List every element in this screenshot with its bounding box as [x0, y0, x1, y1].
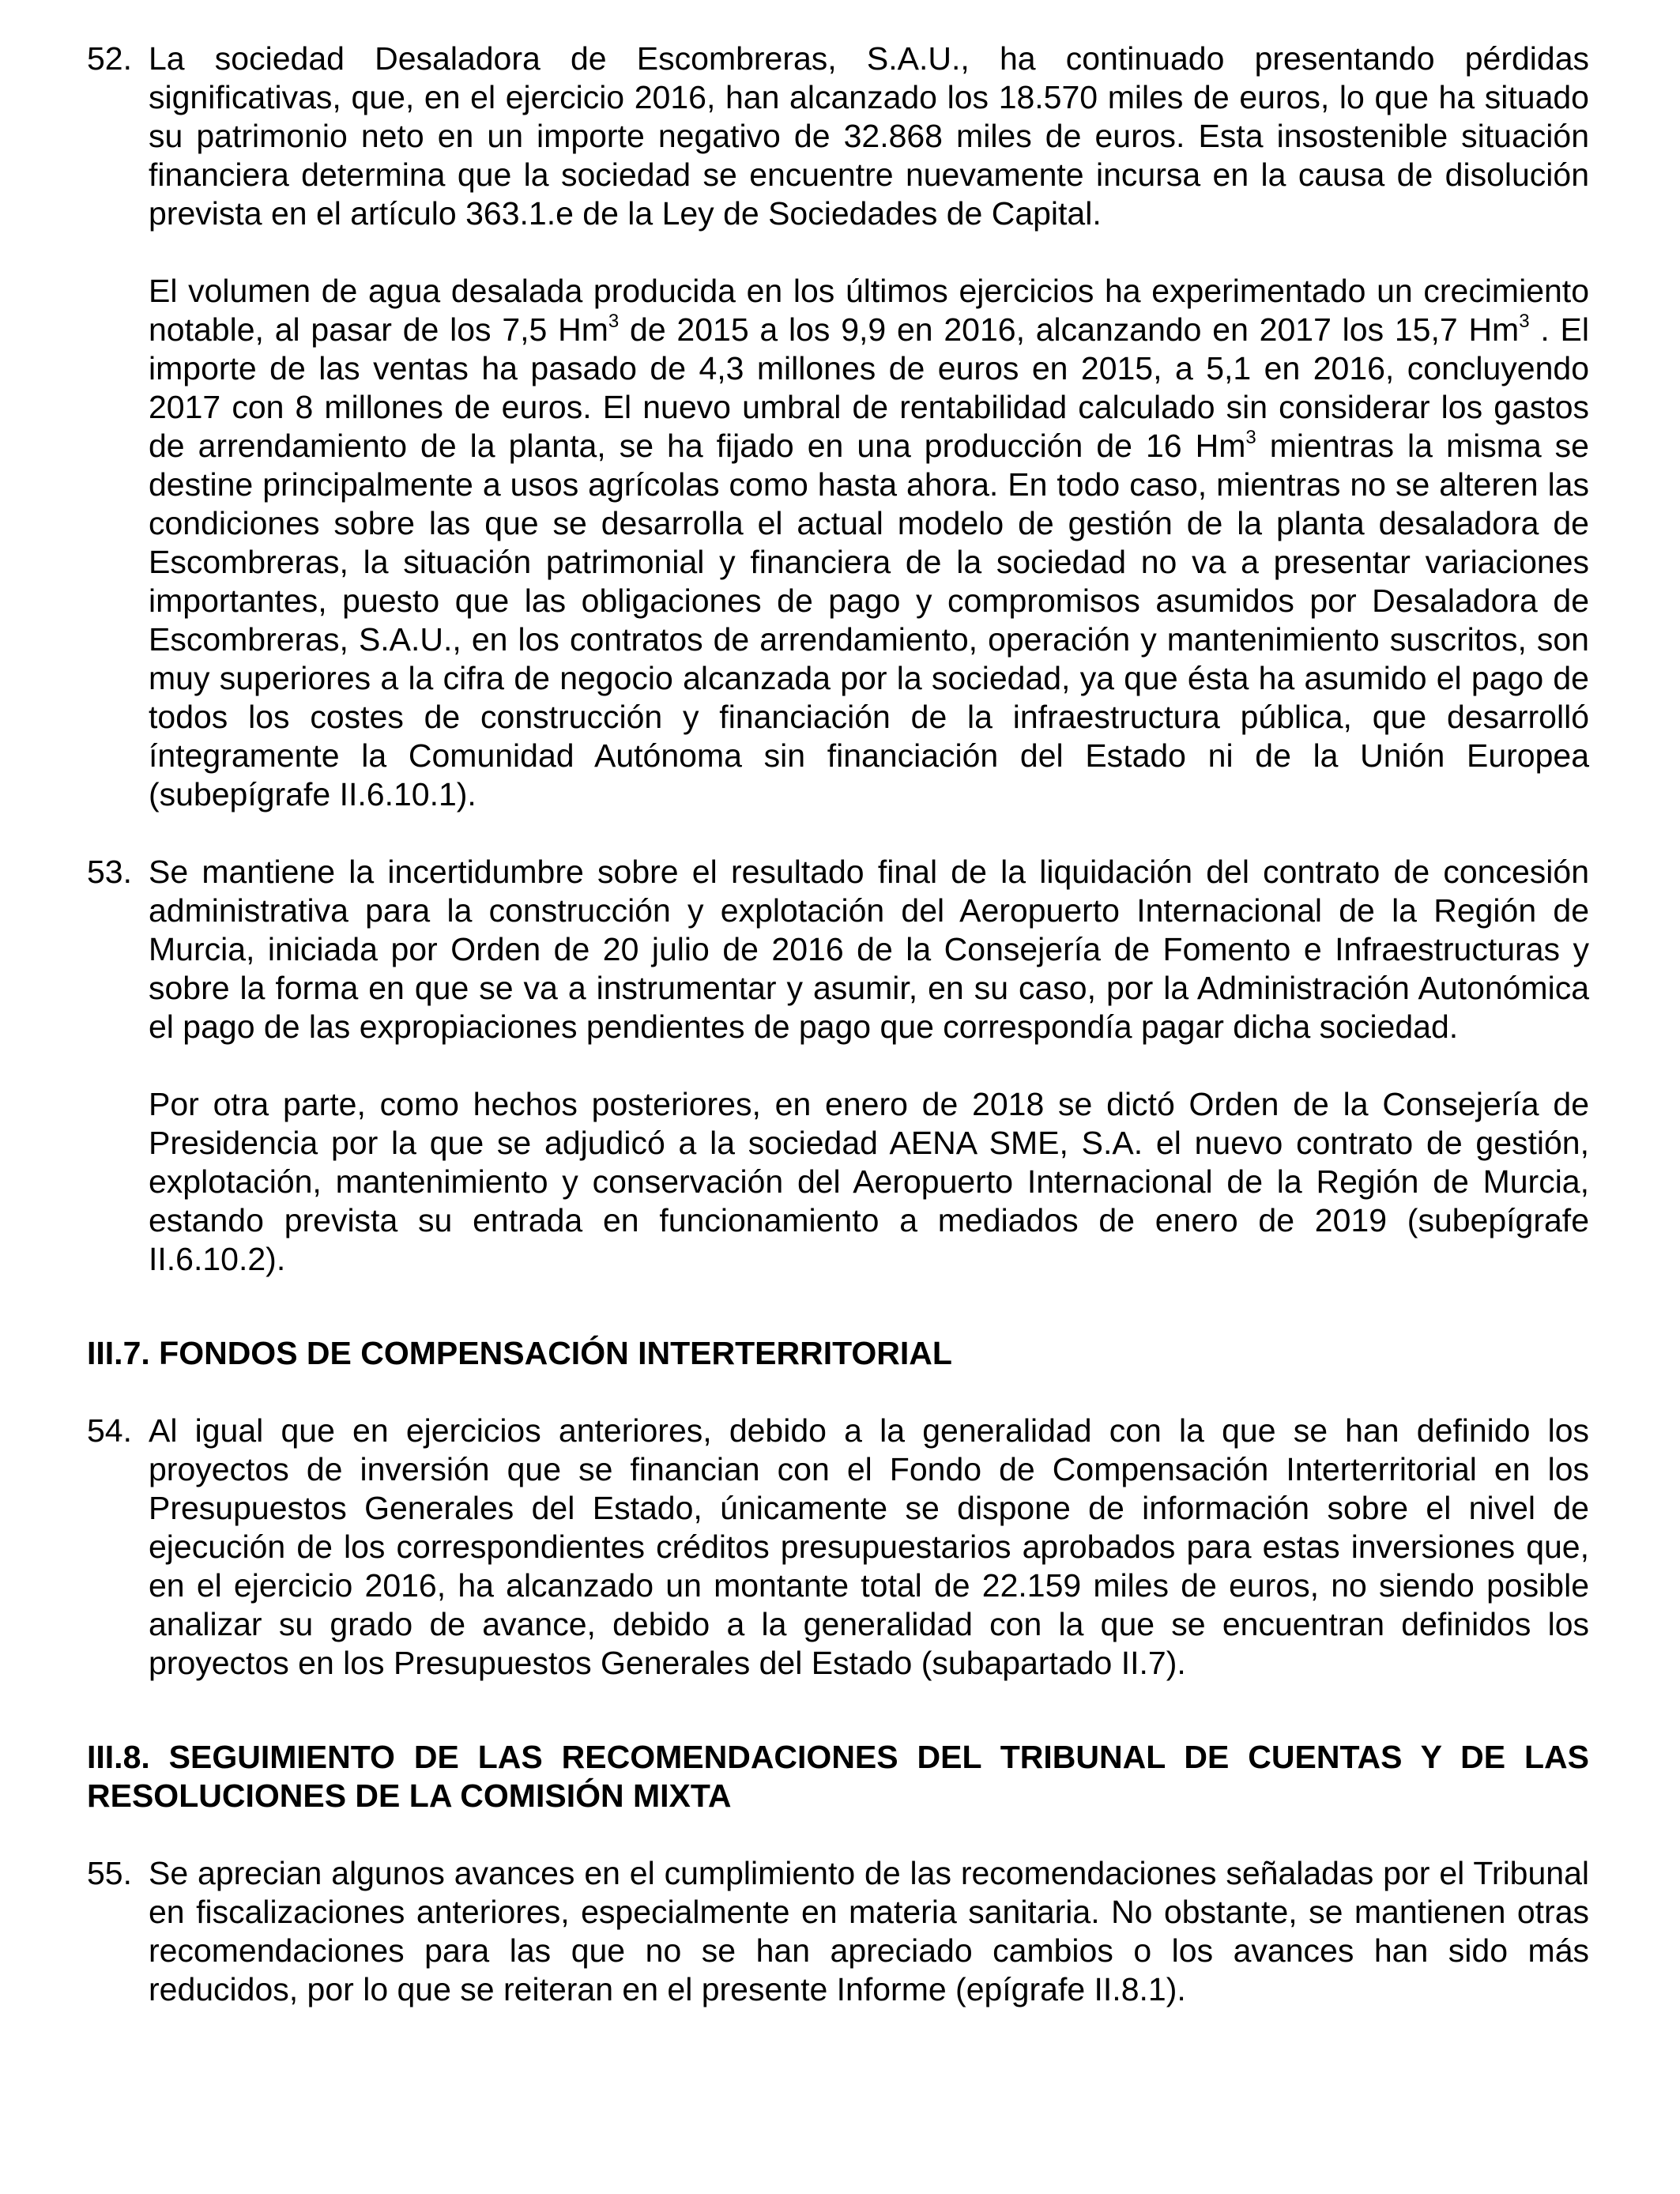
superscript: 3 [608, 311, 620, 332]
superscript: 3 [1519, 311, 1530, 332]
text-run: de 2015 a los 9,9 en 2016, alcanzando en 2017 los 15,7 Hm [619, 311, 1520, 348]
item-number: 54. [87, 1412, 132, 1449]
section-heading: III.8. SEGUIMIENTO DE LAS RECOMENDACIONES DEL TRIBUNAL DE CUENTAS Y DE LAS RESOLUCIONES DE LA COMISIÓN MIXTA [87, 1739, 1589, 1814]
paragraph [149, 272, 1589, 814]
text-run: . El importe de las ventas ha pasado de 4,3 millones de euros en 2015, a 5,1 en 2016, concluyendo 2017 con 8 millones de euros. El nuevo umbral de rentabilidad calculado sin considerar los gastos de arrendamiento de la planta, se ha fijado en una producción de 16 Hm [149, 311, 1589, 464]
item-number: 52. [87, 40, 132, 77]
document-page [87, 40, 1589, 2009]
paragraph: Al igual que en ejercicios anteriores, debido a la generalidad con la que se han definido los proyectos de inversión que se financian con el Fondo de Compensación Interterritorial en los Presupuestos Generales del Estado, únicamente se dispone de información sobre el nivel de ejecución de los correspondientes créditos presupuestarios aprobados para estas inversiones que, en el ejercicio 2016, ha alcanzado un montante total de 22.159 miles de euros, no siendo posible analizar su grado de avance, debido a la generalidad con la que se encuentran definidos los proyectos en los Presupuestos Generales del Estado (subapartado II.7). [149, 1412, 1589, 1681]
text-run: El volumen de agua desalada producida en los últimos ejercicios ha experimentado un crecimiento notable, al pasar de los 7,5 Hm [149, 273, 1589, 348]
numbered-item-55 [87, 1854, 1589, 2009]
item-number: 55. [87, 1855, 132, 1891]
superscript: 3 [1245, 427, 1256, 448]
item-number: 53. [87, 854, 132, 890]
paragraph: La sociedad Desaladora de Escombreras, S.A.U., ha continuado presentando pérdidas significativas, que, en el ejercicio 2016, han alcanzado los 18.570 miles de euros, lo que ha situado su patrimonio neto en un importe negativo de 32.868 miles de euros. Esta insostenible situación financiera determina que la sociedad se encuentre nuevamente incursa en la causa de disolución prevista en el artículo 363.1.e de la Ley de Sociedades de Capital. [149, 40, 1589, 232]
section-heading: III.7. FONDOS DE COMPENSACIÓN INTERTERRITORIAL [87, 1335, 952, 1371]
text-run: mientras la misma se destine principalmente a usos agrícolas como hasta ahora. En todo caso, mientras no se alteren las condiciones sobre las que se desarrolla el actual modelo de gestión de la planta desaladora de Escombreras, la situación patrimonial y financiera de la sociedad no va a presentar variaciones importantes, puesto que las obligaciones de pago y compromisos asumidos por Desaladora de Escombreras, S.A.U., en los contratos de arrendamiento, operación y mantenimiento suscritos, son muy superiores a la cifra de negocio alcanzada por la sociedad, ya que ésta ha asumido el pago de todos los costes de construcción y financiación de la infraestructura pública, que desarrolló íntegramente la Comunidad Autónoma sin financiación del Estado ni de la Unión Europea (subepígrafe II.6.10.1). [149, 428, 1589, 812]
paragraph: Se mantiene la incertidumbre sobre el resultado final de la liquidación del contrato de concesión administrativa para la construcción y explotación del Aeropuerto Internacional de la Región de Murcia, iniciada por Orden de 20 julio de 2016 de la Consejería de Fomento e Infraestructuras y sobre la forma en que se va a instrumentar y asumir, en su caso, por la Administración Autonómica el pago de las expropiaciones pendientes de pago que correspondía pagar dicha sociedad. [149, 854, 1589, 1045]
numbered-item-54 [87, 1412, 1589, 1683]
numbered-item-53 [87, 853, 1589, 1279]
paragraph: Por otra parte, como hechos posteriores, en enero de 2018 se dictó Orden de la Consejería de Presidencia por la que se adjudicó a la sociedad AENA SME, S.A. el nuevo contrato de gestión, explotación, mantenimiento y conservación del Aeropuerto Internacional de la Región de Murcia, estando prevista su entrada en funcionamiento a mediados de enero de 2019 (subepígrafe II.6.10.2). [149, 1086, 1589, 1277]
numbered-item-52 [87, 40, 1589, 814]
paragraph: Se aprecian algunos avances en el cumplimiento de las recomendaciones señaladas por el Tribunal en fiscalizaciones anteriores, especialmente en materia sanitaria. No obstante, se mantienen otras recomendaciones para las que no se han apreciado cambios o los avances han sido más reducidos, por lo que se reiteran en el presente Informe (epígrafe II.8.1). [149, 1855, 1589, 2007]
